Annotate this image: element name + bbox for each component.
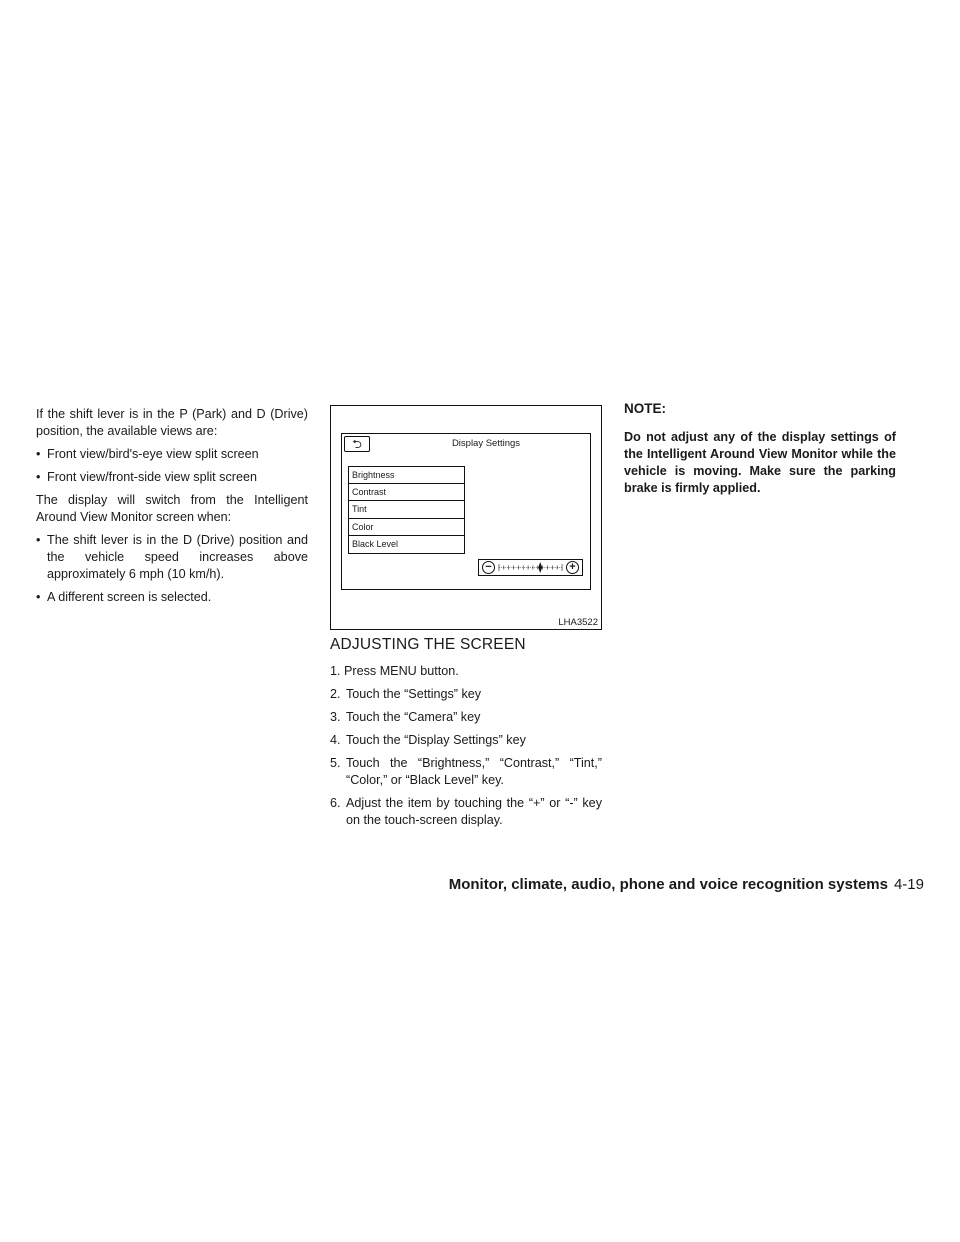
minus-icon: − (482, 561, 495, 574)
step-number: 5. (330, 756, 341, 770)
screen-title: Display Settings (451, 438, 521, 449)
chapter-title: Monitor, climate, audio, phone and voice recognition systems (448, 876, 888, 893)
adjusting-section (330, 636, 602, 835)
view-list-item (36, 446, 308, 463)
settings-screen (341, 433, 591, 590)
step-text: Touch the “Camera” key (346, 710, 481, 724)
display-settings-figure (330, 405, 602, 630)
plus-icon: + (566, 561, 579, 574)
level-adjuster (478, 559, 583, 576)
view-text: Front view/front-side view split screen (47, 470, 257, 484)
page-footer (449, 876, 924, 893)
view-list-item (36, 469, 308, 486)
step-number: 6. (330, 796, 341, 810)
figure-code: LHA3522 (558, 617, 598, 628)
level-scale (498, 560, 563, 575)
step-item (330, 663, 602, 680)
intro-paragraph: If the shift lever is in the P (Park) and D (Drive) position, the available views are: (36, 407, 308, 438)
section-title: ADJUSTING THE SCREEN (330, 636, 526, 653)
step-text: Touch the “Brightness,” “Contrast,” “Tint,” “Color,” or “Black Level” key. (346, 756, 602, 787)
step-item (330, 709, 602, 726)
note-body: Do not adjust any of the display settings of the Intelligent Around View Monitor while the vehicle is moving. Make sure the parking brake is firmly applied. (624, 430, 896, 495)
step-item (330, 686, 602, 703)
step-number: 2. (330, 687, 341, 701)
switch-paragraph: The display will switch from the Intelligent Around View Monitor screen when: (36, 493, 308, 524)
menu-item-brightness: Brightness (349, 467, 464, 484)
menu-item-tint: Tint (349, 501, 464, 518)
left-column (36, 406, 308, 612)
page-number: 4-19 (893, 876, 924, 893)
note-heading: NOTE: (624, 401, 666, 416)
settings-menu-list (348, 466, 465, 554)
step-number: 1. (330, 664, 341, 678)
scale-ticks-icon (498, 560, 563, 575)
step-text: Adjust the item by touching the “+” or “-” key on the touch-screen display. (346, 796, 602, 827)
bullet: • (36, 447, 41, 461)
condition-text: The shift lever is in the D (Drive) position and the vehicle speed increases above approximately 6 mph (10 km/h). (47, 533, 308, 581)
menu-item-color: Color (349, 519, 464, 536)
step-text: Press MENU button. (344, 664, 459, 678)
condition-list-item (36, 532, 308, 583)
menu-item-black-level: Black Level (352, 538, 399, 549)
menu-item-contrast: Contrast (349, 484, 464, 501)
step-text: Touch the “Settings” key (346, 687, 482, 701)
condition-text: A different screen is selected. (47, 590, 212, 604)
bullet: • (36, 590, 41, 604)
step-item (330, 795, 602, 829)
step-text: Touch the “Display Settings” key (346, 733, 526, 747)
step-item (330, 732, 602, 749)
bullet: • (36, 470, 41, 484)
back-icon: ⮌ (344, 436, 370, 452)
note-section (624, 400, 896, 497)
screen-header (342, 434, 590, 455)
step-number: 3. (330, 710, 341, 724)
view-text: Front view/bird's-eye view split screen (47, 447, 259, 461)
step-number: 4. (330, 733, 341, 747)
bullet: • (36, 533, 41, 547)
condition-list-item (36, 589, 308, 606)
step-item (330, 755, 602, 789)
